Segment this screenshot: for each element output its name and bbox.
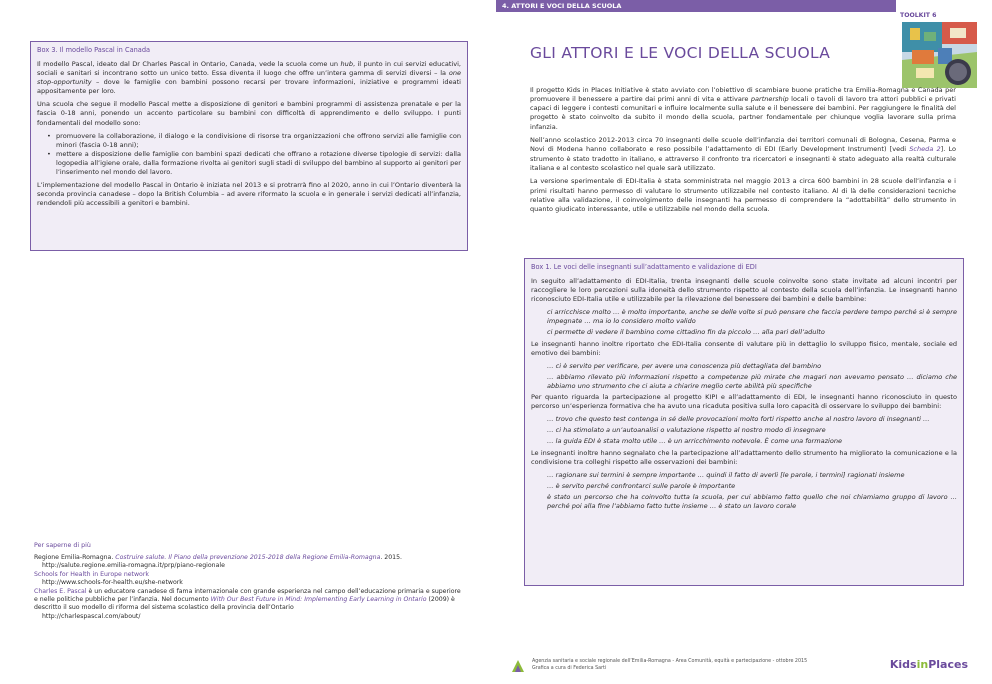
box-1-paragraph-2: Le insegnanti hanno inoltre riportato che EDI-Italia consente di valutare più in dettaglio lo sviluppo fisico, mentale, sociale ed emotivo dei bambini: <box>531 339 957 357</box>
reference-1-link[interactable]: Costruire salute. Il Piano della prevenzione 2015-2018 della Regione Emilia-Romagna <box>115 554 381 561</box>
box-3-bullet-list <box>47 132 461 177</box>
reference-3-url[interactable]: http://charlespascal.com/about/ <box>42 612 141 620</box>
reference-1: Regione Emilia-Romagna. Costruire salute. Il Piano della prevenzione 2015-2018 della Regione Emilia-Romagna. 2015. <box>34 554 403 561</box>
box-1-paragraph-4: Le insegnanti inoltre hanno segnalato che la partecipazione all’adattamento dello strumento ha migliorato la comunicazione e la condivisione tra colleghi rispetto alle osservazioni dei bambini: <box>531 448 957 466</box>
footer <box>510 656 980 678</box>
quote: ci permette di vedere il bambino come cittadino fin da piccolo … alla pari dell’adulto <box>547 328 825 337</box>
main-body-text <box>530 86 956 219</box>
page-title: GLI ATTORI E LE VOCI DELLA SCUOLA <box>530 44 831 62</box>
further-reading <box>34 542 464 621</box>
section-header-bar: 4. ATTORI E VOCI DELLA SCUOLA <box>496 0 896 12</box>
kids-in-places-logo: KidsinPlaces <box>889 658 968 671</box>
quote: … ci ha stimolato a un’autoanalisi o valutazione rispetto al nostro modo di insegnare <box>547 426 826 435</box>
box-3-title: Box 3. Il modello Pascal in Canada <box>37 46 151 54</box>
box-1-paragraph-3: Per quanto riguarda la partecipazione al progetto KIPI e all’adattamento di EDI, le insegnanti hanno riconosciuto in questo percorso un’esperienza formativa che ha avuto una ricaduta positiva sulla loro capacità di osservare lo sviluppo dei bambini: <box>531 393 957 411</box>
quote: … è servito perché confrontarci sulle parole è importante <box>547 481 736 490</box>
quote: … abbiamo rilevato più informazioni rispetto a competenze più mirate che magari non avevamo pensato … diciamo che abbiamo uno strumento che ci aiuta a chiarire meglio certe abilità più specifiche <box>547 372 957 390</box>
box-3-paragraph-1: Il modello Pascal, ideato dal Dr Charles Pascal in Ontario, Canada, vede la scuola come un hub, il punto in cui servizi educativi, sociali e sanitari si incontrano sotto un unico tetto. Essa diventa il luogo che offre un’intera gamma di servizi diversi – la one stop-opportunity – dove le famiglie con bambini possono recarsi per trovare informazioni, iniziative e programmi ideati appositamente per loro. <box>37 60 461 96</box>
body-paragraph-2: Nell’anno scolastico 2012-2013 circa 70 insegnanti delle scuole dell’infanzia dei territori comunali di Bologna, Cesena, Parma e Novi di Modena hanno collaborato e reso possibile l’adattamento di EDI (Early Development Instrument) [vedi Scheda 2]. Lo strumento è stato tradotto in italiano, e attraverso il confronto tra ricercatori e insegnanti è stato adeguato alla realtà culturale italiana e al contesto scolastico nel quale sarà utilizzato. <box>530 136 956 172</box>
list-item: • mettere a disposizione delle famiglie con bambini spazi dedicati che offrano a rotazione diverse tipologie di servizi: dalla logopedia all’igiene orale, dalla formazione rivolta ai genitori sugli stadi di sviluppo del bambino al supporto ai genitori per l’inserimento nel mondo del lavoro. <box>47 150 461 177</box>
body-paragraph-3: La versione sperimentale di EDI-Italia è stata somministrata nel maggio 2013 a circa 600 bambini in 28 scuole dell’infanzia e i primi risultati hanno permesso di valutare lo strumento utilizzabile nel contesto italiano. Al di là delle considerazioni tecniche relative alla validazione, il coinvolgimento delle insegnanti ha permesso di comprendere la “adottabilità” dello strumento in quanto giudicato interessante, utile e utilizzabile nel mondo della scuola. <box>530 177 956 213</box>
box-3-paragraph-2: Una scuola che segue il modello Pascal mette a disposizione di genitori e bambini programmi di assistenza prenatale e per la fascia 0-18 anni, ponendo un accento particolare su bambini con difficoltà di apprendimento e dello sviluppo. I punti fondamentali del modello sono: <box>37 100 461 127</box>
quote: ci arricchisce molto … è molto importante, anche se delle volte si può pensare che faccia perdere tempo perché si è sempre impegnate … ma io lo considero molto valido <box>547 308 957 326</box>
box-1-teacher-voices <box>524 258 964 586</box>
box-1-paragraph-1: In seguito all’adattamento di EDI-Italia, trenta insegnanti delle scuole coinvolte sono state invitate ad alcuni incontri per raccogliere le loro percezioni sulla idoneità dello strumento rispetto al contesto della scuola dell’infanzia. Le insegnanti hanno riconosciuto EDI-Italia utile e utilizzabile per la rilevazione del benessere dei bambini e delle bambine: <box>531 277 957 304</box>
box-3-paragraph-3: L’implementazione del modello Pascal in Ontario è iniziata nel 2013 e si protrarrà fino al 2020, anno in cui l’Ontario diventerà la seconda provincia canadese – dopo la British Columbia – ad avere riformato la scuola e in generale i servizi dedicati all’infanzia, rendendoli più accessibili a genitori e bambini. <box>37 181 461 208</box>
agency-logo-icon <box>510 658 526 674</box>
reference-2-link[interactable]: Schools for Health in Europe network <box>34 570 149 578</box>
reference-3-link[interactable]: Charles E. Pascal <box>34 587 87 595</box>
quote: è stato un percorso che ha coinvolto tutta la scuola, per cui abbiamo fatto quello che noi chiamiamo gruppo di lavoro … perché poi alla fine l’abbiamo fatto tutte insieme … è stato un lavoro corale <box>547 492 957 510</box>
toolkit-label: TOOLKIT 6 <box>900 12 937 19</box>
quote: … trovo che questo test contenga in sé delle provocazioni molto forti rispetto anche al nostro lavoro di insegnanti … <box>547 415 930 424</box>
footer-text: Agenzia sanitaria e sociale regionale dell’Emilia-Romagna - Area Comunità, equità e partecipazione - ottobre 2015 Grafica a cura di Federica Sarti <box>532 659 808 671</box>
further-reading-title: Per saperne di più <box>34 542 91 549</box>
quote: … la guida EDI è stata molto utile … è un arricchimento notevole. È come una formazione <box>547 437 843 446</box>
scheda-2-link[interactable]: Scheda 2 <box>909 145 941 154</box>
box-3-pascal-model <box>30 41 468 251</box>
body-paragraph-1: Il progetto Kids in Places Initiative è stato avviato con l’obiettivo di scambiare buone pratiche tra Emilia-Romagna e Canada per promuovere il benessere a partire dai primi anni di vita e attivare partnership locali o tavoli di lavoro tra attori pubblici e privati capaci di leggere i contesti comunitari e influire localmente sulla salute e il benessere dei bambini. Per raggiungere le finalità del progetto è stato coinvolto da subito il mondo della scuola, partner fondamentale per chiunque voglia lavorare sulla prima infanzia. <box>530 86 956 131</box>
list-item: • promuovere la collaborazione, il dialogo e la condivisione di risorse tra organizzazioni che offrono servizi alle famiglie con minori (fascia 0-18 anni); <box>47 132 461 150</box>
quote: … ci è servito per verificare, per avere una conoscenza più dettagliata del bambino <box>547 361 822 370</box>
illustration-image <box>902 22 977 88</box>
reference-3: Charles E. Pascal è un educatore canadese di fama internazionale con grande esperienza nel campo dell’educazione primaria e superiore e nelle politiche pubbliche per l’infanzia. Nel documento With Our Best Future in Mind: Implementing Early Learning in Ontario (2009) è descritto il suo modello di riforma del sistema scolastico della provincia dell’Ontario <box>34 587 461 612</box>
quote: … ragionare sui termini è sempre importante … quindi il fatto di averli [le parole, i termini] ragionati insieme <box>547 470 905 479</box>
reference-1-url[interactable]: http://salute.regione.emilia-romagna.it/prp/piano-regionale <box>42 562 225 570</box>
right-page <box>496 0 992 684</box>
box-1-title: Box 1. Le voci delle insegnanti sull’adattamento e validazione di EDI <box>531 263 757 271</box>
reference-2-url[interactable]: http://www.schools-for-health.eu/she-network <box>42 579 183 587</box>
